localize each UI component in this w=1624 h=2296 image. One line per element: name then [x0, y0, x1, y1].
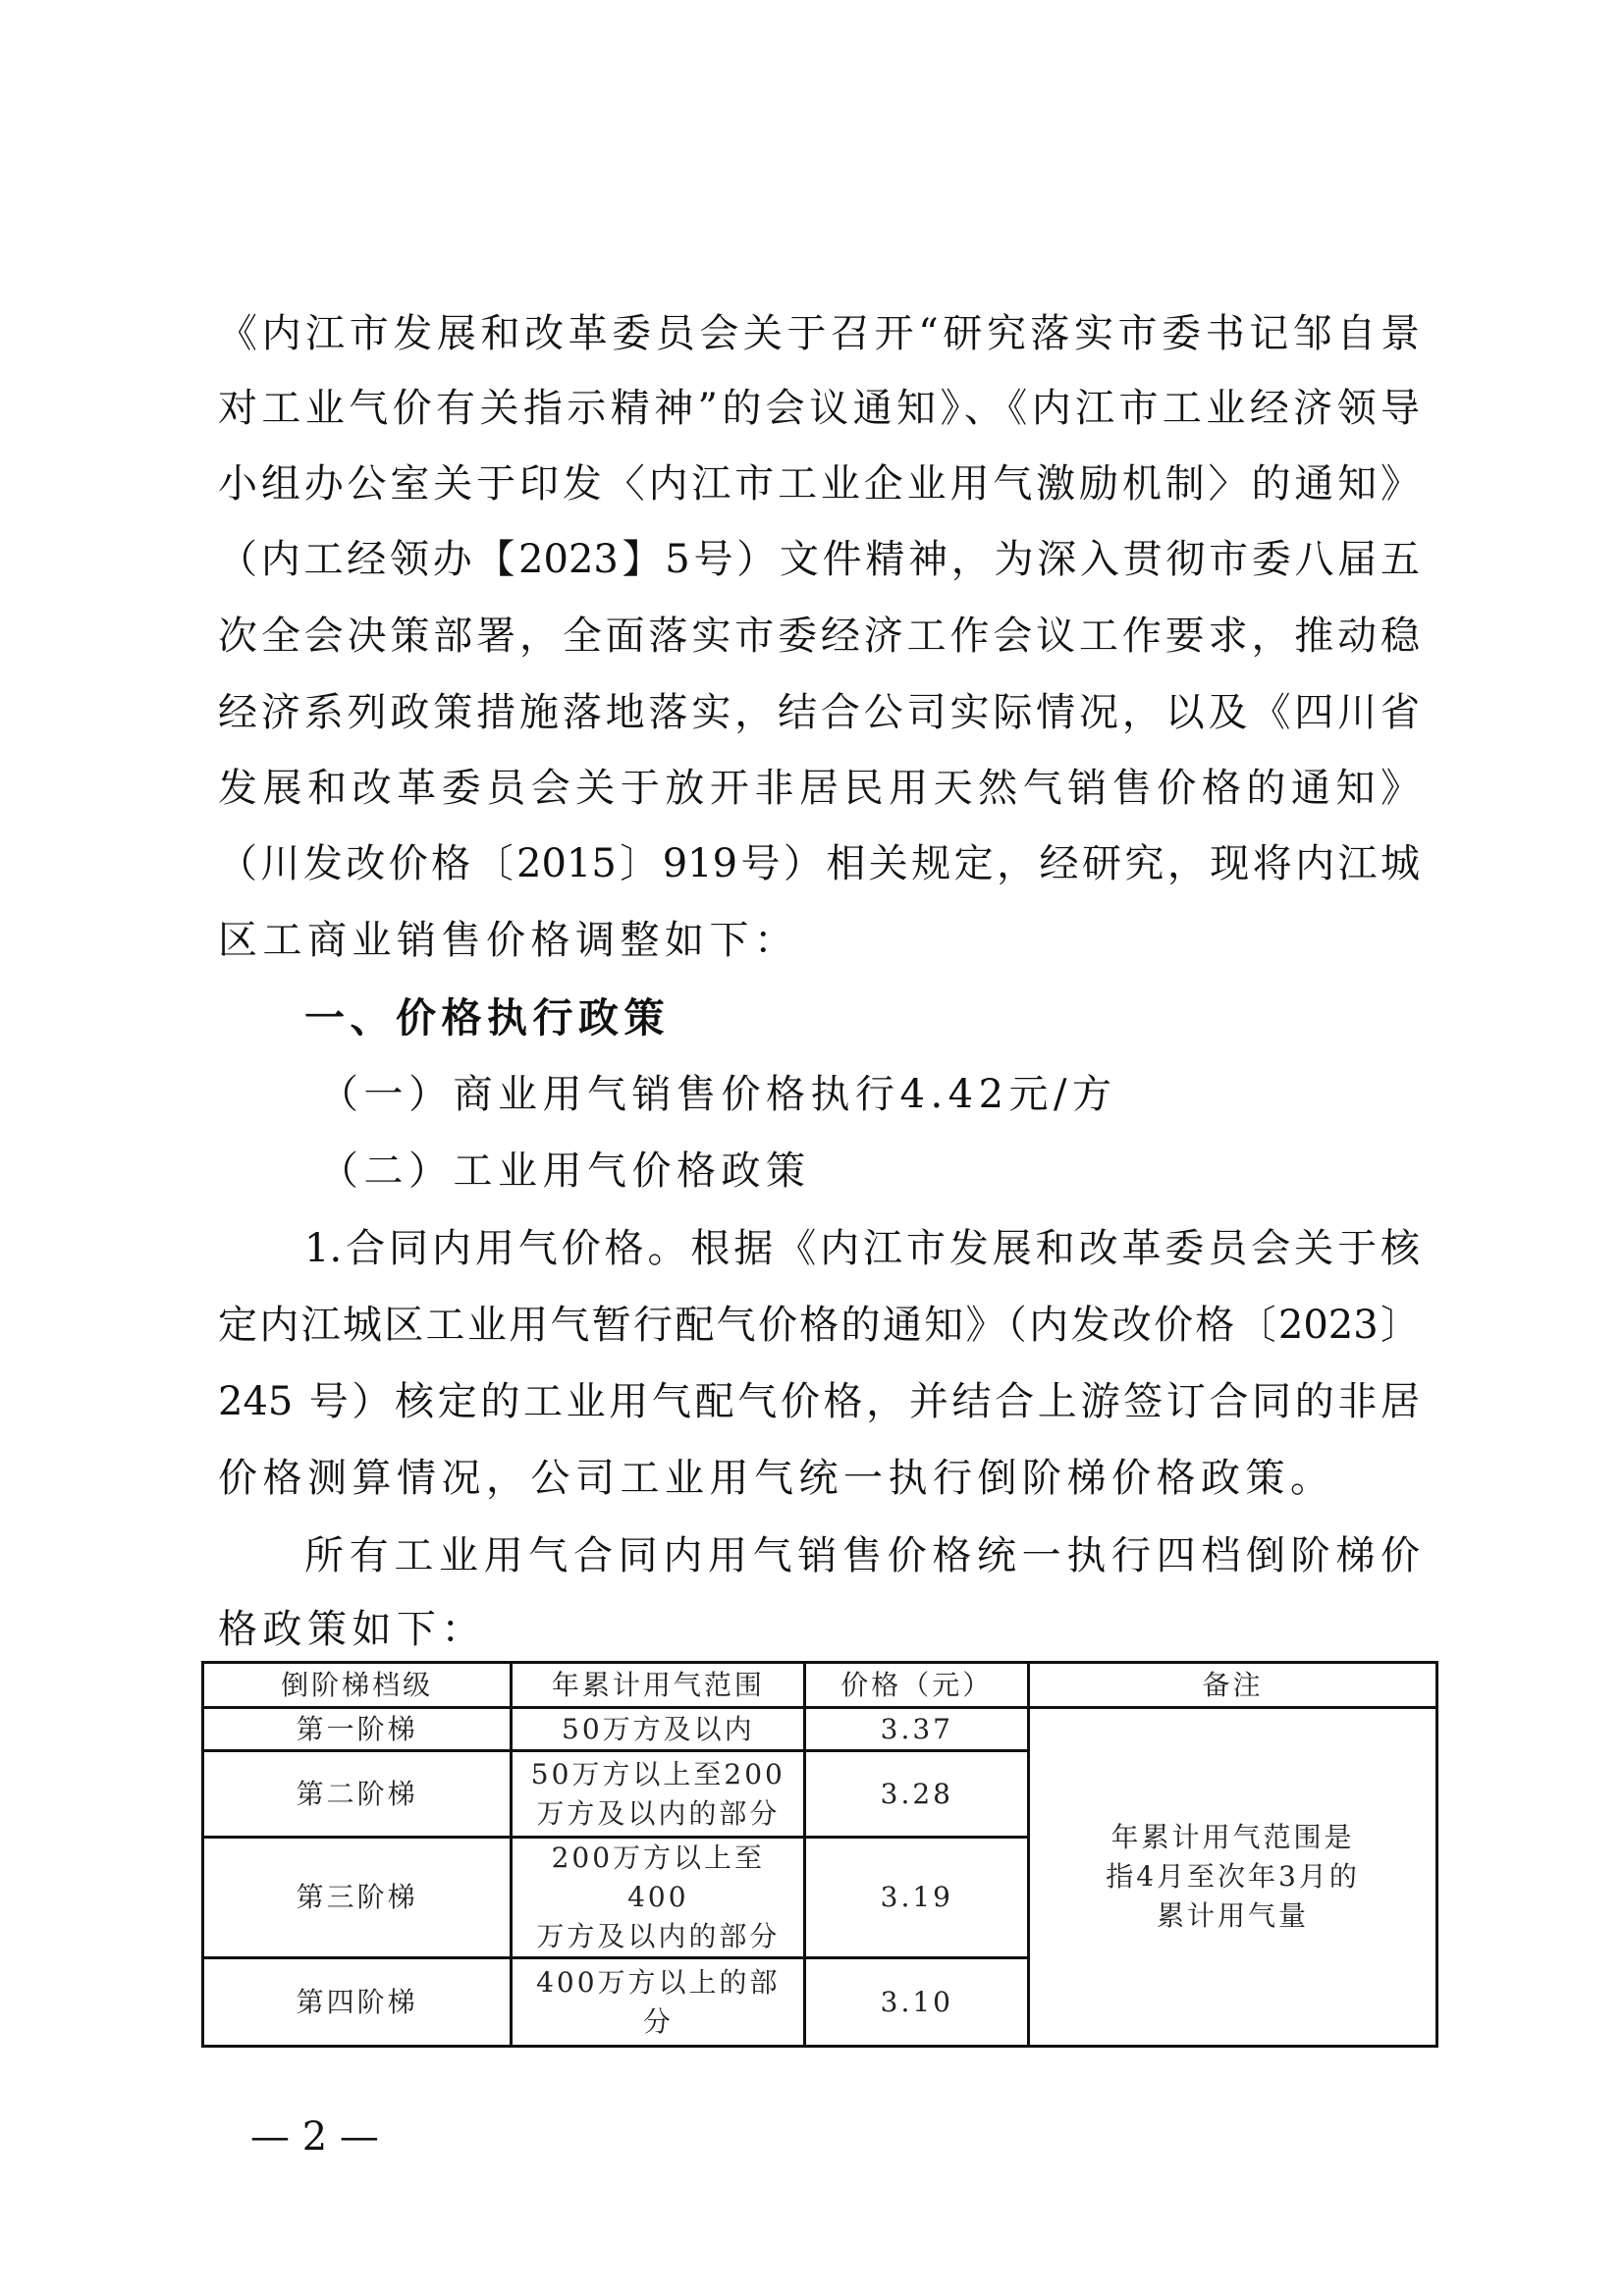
range-text: 50万方及以内 — [562, 1712, 755, 1745]
range-cell — [512, 1838, 805, 1958]
body-line: 价格测算情况，公司工业用气统一执行倒阶梯价格政策。 — [218, 1456, 1335, 1501]
column-header-range: 年累计用气范围 — [512, 1663, 805, 1708]
price-cell: 3.10 — [805, 1958, 1029, 2047]
body-line: （内工经领办【2023】5号）文件精神，为深入贯彻市委八届五 — [218, 537, 1420, 582]
body-line: 格政策如下： — [218, 1607, 486, 1652]
range-text: 万方及以内的部分 — [536, 1796, 781, 1830]
page-number: — 2 — — [250, 2114, 379, 2160]
tier-price-table — [201, 1661, 1438, 2048]
table-row — [203, 1708, 1437, 1751]
remark-line: 年累计用气范围是 — [1110, 1821, 1355, 1853]
range-text: 分 — [642, 2004, 674, 2038]
body-line: 小组办公室关于印发〈内江市工业企业用气激励机制〉的通知》 — [218, 461, 1420, 507]
range-cell — [512, 1751, 805, 1838]
body-line: 经济系列政策措施落地落实，结合公司实际情况，以及《四川省 — [218, 690, 1420, 735]
body-line: 次全会决策部署，全面落实市委经济工作会议工作要求，推动稳 — [218, 614, 1420, 659]
subsection-industrial: （二）工业用气价格政策 — [319, 1148, 811, 1194]
price-cell: 3.37 — [805, 1708, 1029, 1751]
body-line: 245 号）核定的工业用气配气价格，并结合上游签订合同的非居 — [218, 1379, 1420, 1424]
section-heading: 一、价格执行政策 — [304, 994, 670, 1041]
body-line: 1.合同内用气价格。根据《内江市发展和改革委员会关于核 — [304, 1226, 1420, 1271]
tier-cell: 第三阶梯 — [203, 1838, 512, 1958]
range-cell — [512, 1708, 805, 1751]
price-cell: 3.28 — [805, 1751, 1029, 1838]
body-line: （川发改价格〔2015〕919号）相关规定，经研究，现将内江城 — [218, 841, 1420, 886]
price-cell: 3.19 — [805, 1838, 1029, 1958]
tier-cell: 第二阶梯 — [203, 1751, 512, 1838]
range-text: 200万方以上至400 — [551, 1842, 766, 1913]
body-line: 区工商业销售价格调整如下： — [218, 918, 799, 963]
column-header-remark: 备注 — [1029, 1663, 1437, 1708]
range-text: 万方及以内的部分 — [536, 1920, 781, 1952]
body-line: 对工业气价有关指示精神”的会议通知》、《内江市工业经济领导 — [218, 386, 1420, 431]
table-header-row — [203, 1663, 1437, 1708]
remark-line: 指4月至次年3月的 — [1106, 1860, 1360, 1893]
body-line: 定内江城区工业用气暂行配气价格的通知》（内发改价格〔2023〕 — [218, 1303, 1420, 1348]
body-line: 所有工业用气合同内用气销售价格统一执行四档倒阶梯价 — [304, 1533, 1420, 1578]
body-line: 发展和改革委员会关于放开非居民用天然气销售价格的通知》 — [218, 766, 1420, 811]
tier-cell: 第四阶梯 — [203, 1958, 512, 2047]
column-header-price: 价格（元） — [805, 1663, 1029, 1708]
subsection-commercial: （一）商业用气销售价格执行4.42元/方 — [319, 1072, 1117, 1117]
range-cell — [512, 1958, 805, 2047]
range-text: 50万方以上至200 — [530, 1757, 785, 1790]
body-line: 《内江市发展和改革委员会关于召开“研究落实市委书记邹自景 — [218, 311, 1420, 356]
range-text: 400万方以上的部 — [536, 1965, 781, 1999]
column-header-tier: 倒阶梯档级 — [203, 1663, 512, 1708]
remark-line: 累计用气量 — [1157, 1899, 1310, 1932]
remark-cell — [1029, 1708, 1437, 2047]
tier-cell: 第一阶梯 — [203, 1708, 512, 1751]
